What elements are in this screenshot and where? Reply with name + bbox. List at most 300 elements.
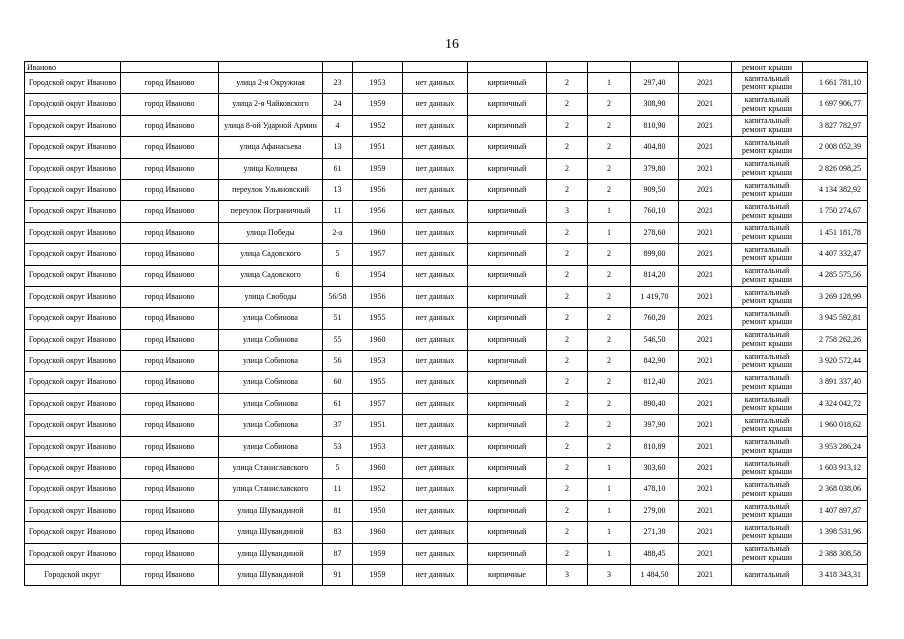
cell-cost: 1 603 913,12 xyxy=(803,458,868,479)
cell-entrances xyxy=(588,62,631,73)
cell-house: 2-а xyxy=(323,222,353,243)
cell-locality: город Иваново xyxy=(121,351,219,372)
cell-locality: город Иваново xyxy=(121,222,219,243)
cell-material: кирпичный xyxy=(468,436,547,457)
cell-plan-year: 2021 xyxy=(679,115,732,136)
cell-cost: 1 451 181,78 xyxy=(803,222,868,243)
cell-work: капитальный ремонт крыши xyxy=(732,393,803,414)
cell-street xyxy=(219,62,323,73)
cell-entrances: 2 xyxy=(588,415,631,436)
cell-street: улица Афанасьева xyxy=(219,137,323,158)
cell-house: 83 xyxy=(323,522,353,543)
cell-plan-year: 2021 xyxy=(679,137,732,158)
cell-year-built: 1956 xyxy=(353,286,403,307)
cell-area: 478,10 xyxy=(631,479,679,500)
cell-street: улица Собинова xyxy=(219,372,323,393)
cell-locality xyxy=(121,62,219,73)
cell-floors: 2 xyxy=(547,329,588,350)
cell-plan-year: 2021 xyxy=(679,308,732,329)
cell-area: 1 484,50 xyxy=(631,564,679,585)
cell-house: 81 xyxy=(323,500,353,521)
cell-work: капитальный ремонт крыши xyxy=(732,351,803,372)
cell-street: улица 2-я Окружная xyxy=(219,73,323,94)
cell-plan-year: 2021 xyxy=(679,500,732,521)
cell-house: 61 xyxy=(323,393,353,414)
cell-house: 5 xyxy=(323,244,353,265)
cell-floors: 2 xyxy=(547,351,588,372)
cell-year-built: 1960 xyxy=(353,222,403,243)
cell-plan-year: 2021 xyxy=(679,73,732,94)
cell-plan-year: 2021 xyxy=(679,393,732,414)
cell-material: кирпичный xyxy=(468,308,547,329)
cell-entrances: 2 xyxy=(588,265,631,286)
cell-reconstruction: нет данных xyxy=(403,158,468,179)
cell-reconstruction: нет данных xyxy=(403,479,468,500)
cell-plan-year: 2021 xyxy=(679,222,732,243)
cell-district: Городской округ Иваново xyxy=(25,458,121,479)
cell-plan-year: 2021 xyxy=(679,372,732,393)
table-row xyxy=(25,500,868,521)
cell-entrances: 3 xyxy=(588,564,631,585)
cell-material: кирпичный xyxy=(468,393,547,414)
cell-floors: 2 xyxy=(547,179,588,200)
table-row xyxy=(25,329,868,350)
cell-locality: город Иваново xyxy=(121,479,219,500)
cell-reconstruction: нет данных xyxy=(403,73,468,94)
cell-floors: 2 xyxy=(547,415,588,436)
cell-district: Городской округ Иваново xyxy=(25,94,121,115)
cell-house: 91 xyxy=(323,564,353,585)
table-row xyxy=(25,158,868,179)
cell-year-built: 1952 xyxy=(353,479,403,500)
cell-street: улица Собинова xyxy=(219,436,323,457)
table-row xyxy=(25,201,868,222)
cell-year-built: 1955 xyxy=(353,372,403,393)
cell-district: Городской округ Иваново xyxy=(25,137,121,158)
table-row xyxy=(25,479,868,500)
cell-plan-year: 2021 xyxy=(679,94,732,115)
cell-floors: 2 xyxy=(547,94,588,115)
cell-reconstruction: нет данных xyxy=(403,415,468,436)
cell-locality: город Иваново xyxy=(121,415,219,436)
cell-district: Городской округ Иваново xyxy=(25,115,121,136)
table-row xyxy=(25,179,868,200)
cell-district: Городской округ xyxy=(25,564,121,585)
cell-area: 1 419,70 xyxy=(631,286,679,307)
cell-year-built: 1956 xyxy=(353,179,403,200)
cell-plan-year: 2021 xyxy=(679,244,732,265)
cell-work: ремонт крыши xyxy=(732,62,803,73)
cell-district: Городской округ Иваново xyxy=(25,329,121,350)
cell-street: улица Победы xyxy=(219,222,323,243)
cell-reconstruction: нет данных xyxy=(403,265,468,286)
cell-cost: 3 891 337,40 xyxy=(803,372,868,393)
cell-area: 397,90 xyxy=(631,415,679,436)
cell-plan-year: 2021 xyxy=(679,351,732,372)
table-body xyxy=(25,62,868,586)
cell-locality: город Иваново xyxy=(121,115,219,136)
cell-district: Городской округ Иваново xyxy=(25,179,121,200)
cell-material: кирпичный xyxy=(468,73,547,94)
cell-area: 810,89 xyxy=(631,436,679,457)
cell-area: 379,80 xyxy=(631,158,679,179)
table-row xyxy=(25,372,868,393)
cell-reconstruction xyxy=(403,62,468,73)
cell-locality: город Иваново xyxy=(121,308,219,329)
cell-cost: 2 758 262,26 xyxy=(803,329,868,350)
cell-entrances: 2 xyxy=(588,94,631,115)
cell-street: улица 2-я Чайковского xyxy=(219,94,323,115)
cell-floors: 2 xyxy=(547,393,588,414)
cell-house: 53 xyxy=(323,436,353,457)
cell-locality: город Иваново xyxy=(121,179,219,200)
cell-house: 13 xyxy=(323,179,353,200)
cell-year-built: 1959 xyxy=(353,94,403,115)
cell-street: улица Свободы xyxy=(219,286,323,307)
cell-floors: 2 xyxy=(547,543,588,564)
cell-entrances: 2 xyxy=(588,308,631,329)
cell-floors: 2 xyxy=(547,222,588,243)
cell-cost: 3 269 128,99 xyxy=(803,286,868,307)
cell-material: кирпичный xyxy=(468,500,547,521)
cell-reconstruction: нет данных xyxy=(403,329,468,350)
cell-locality: город Иваново xyxy=(121,137,219,158)
cell-area xyxy=(631,62,679,73)
cell-area: 810,90 xyxy=(631,115,679,136)
cell-cost: 1 960 018,62 xyxy=(803,415,868,436)
cell-house: 5 xyxy=(323,458,353,479)
cell-cost: 4 407 332,47 xyxy=(803,244,868,265)
cell-area: 488,45 xyxy=(631,543,679,564)
cell-locality: город Иваново xyxy=(121,372,219,393)
cell-floors: 3 xyxy=(547,564,588,585)
cell-material: кирпичный xyxy=(468,458,547,479)
cell-street: улица Садовского xyxy=(219,265,323,286)
cell-entrances: 2 xyxy=(588,329,631,350)
cell-year-built: 1960 xyxy=(353,329,403,350)
cell-plan-year: 2021 xyxy=(679,543,732,564)
table-row xyxy=(25,222,868,243)
cell-reconstruction: нет данных xyxy=(403,222,468,243)
cell-plan-year: 2021 xyxy=(679,522,732,543)
cell-work: капитальный ремонт крыши xyxy=(732,158,803,179)
cell-year-built: 1959 xyxy=(353,543,403,564)
cell-area: 279,00 xyxy=(631,500,679,521)
cell-plan-year: 2021 xyxy=(679,158,732,179)
cell-plan-year: 2021 xyxy=(679,415,732,436)
cell-area: 760,20 xyxy=(631,308,679,329)
cell-district: Городской округ Иваново xyxy=(25,308,121,329)
cell-street: улица Шувандиной xyxy=(219,500,323,521)
cell-locality: город Иваново xyxy=(121,265,219,286)
cell-material: кирпичный xyxy=(468,222,547,243)
cell-material: кирпичный xyxy=(468,543,547,564)
cell-district: Городской округ Иваново xyxy=(25,543,121,564)
housing-repair-table xyxy=(24,61,868,586)
cell-house: 6 xyxy=(323,265,353,286)
cell-reconstruction: нет данных xyxy=(403,436,468,457)
cell-floors: 2 xyxy=(547,308,588,329)
cell-entrances: 2 xyxy=(588,244,631,265)
cell-reconstruction: нет данных xyxy=(403,179,468,200)
cell-material: кирпичный xyxy=(468,372,547,393)
cell-street: улица Шувандиной xyxy=(219,522,323,543)
cell-work: капитальный ремонт крыши xyxy=(732,73,803,94)
cell-entrances: 1 xyxy=(588,201,631,222)
cell-locality: город Иваново xyxy=(121,393,219,414)
cell-street: переулок Пограничный xyxy=(219,201,323,222)
cell-cost: 1 407 897,87 xyxy=(803,500,868,521)
cell-cost: 1 661 781,10 xyxy=(803,73,868,94)
cell-material: кирпичный xyxy=(468,265,547,286)
cell-work: капитальный ремонт крыши xyxy=(732,308,803,329)
cell-material: кирпичный xyxy=(468,158,547,179)
cell-cost: 2 008 052,39 xyxy=(803,137,868,158)
cell-district: Городской округ Иваново xyxy=(25,415,121,436)
cell-house: 23 xyxy=(323,73,353,94)
cell-area: 546,50 xyxy=(631,329,679,350)
cell-reconstruction: нет данных xyxy=(403,201,468,222)
cell-locality: город Иваново xyxy=(121,158,219,179)
cell-area: 278,60 xyxy=(631,222,679,243)
cell-street: улица 8-ой Ударной Армии xyxy=(219,115,323,136)
cell-reconstruction: нет данных xyxy=(403,286,468,307)
cell-locality: город Иваново xyxy=(121,436,219,457)
cell-year-built: 1952 xyxy=(353,115,403,136)
cell-material: кирпичный xyxy=(468,329,547,350)
cell-cost: 4 324 042,72 xyxy=(803,393,868,414)
cell-floors: 2 xyxy=(547,372,588,393)
cell-reconstruction: нет данных xyxy=(403,372,468,393)
cell-work: капитальный ремонт крыши xyxy=(732,201,803,222)
cell-cost: 1 398 531,96 xyxy=(803,522,868,543)
cell-locality: город Иваново xyxy=(121,244,219,265)
cell-house: 13 xyxy=(323,137,353,158)
cell-street: улица Станиславского xyxy=(219,479,323,500)
cell-house: 51 xyxy=(323,308,353,329)
cell-house: 56 xyxy=(323,351,353,372)
cell-cost: 3 418 343,31 xyxy=(803,564,868,585)
cell-material: кирпичный xyxy=(468,479,547,500)
cell-work: капитальный ремонт крыши xyxy=(732,179,803,200)
cell-street: улица Собинова xyxy=(219,308,323,329)
cell-material: кирпичный xyxy=(468,286,547,307)
cell-house: 56/58 xyxy=(323,286,353,307)
cell-area: 303,60 xyxy=(631,458,679,479)
cell-house: 11 xyxy=(323,201,353,222)
cell-work: капитальный ремонт крыши xyxy=(732,265,803,286)
cell-reconstruction: нет данных xyxy=(403,351,468,372)
cell-reconstruction: нет данных xyxy=(403,94,468,115)
cell-entrances: 2 xyxy=(588,158,631,179)
cell-work: капитальный ремонт крыши xyxy=(732,522,803,543)
table-row xyxy=(25,564,868,585)
cell-reconstruction: нет данных xyxy=(403,244,468,265)
cell-locality: город Иваново xyxy=(121,286,219,307)
cell-area: 271,30 xyxy=(631,522,679,543)
cell-locality: город Иваново xyxy=(121,94,219,115)
cell-work: капитальный ремонт крыши xyxy=(732,479,803,500)
table-row xyxy=(25,94,868,115)
cell-area: 812,40 xyxy=(631,372,679,393)
cell-entrances: 1 xyxy=(588,73,631,94)
cell-material: кирпичный xyxy=(468,201,547,222)
cell-cost: 4 134 382,92 xyxy=(803,179,868,200)
cell-year-built: 1951 xyxy=(353,415,403,436)
cell-house: 61 xyxy=(323,158,353,179)
table-row xyxy=(25,458,868,479)
cell-year-built: 1960 xyxy=(353,458,403,479)
cell-year-built: 1960 xyxy=(353,522,403,543)
cell-cost: 1 750 274,67 xyxy=(803,201,868,222)
cell-material xyxy=(468,62,547,73)
cell-cost: 3 945 592,81 xyxy=(803,308,868,329)
cell-locality: город Иваново xyxy=(121,329,219,350)
cell-street: улица Шувандиной xyxy=(219,543,323,564)
cell-material: кирпичный xyxy=(468,351,547,372)
cell-street: улица Шувандиной xyxy=(219,564,323,585)
cell-entrances: 2 xyxy=(588,115,631,136)
cell-area: 909,50 xyxy=(631,179,679,200)
cell-reconstruction: нет данных xyxy=(403,115,468,136)
cell-house xyxy=(323,62,353,73)
cell-reconstruction: нет данных xyxy=(403,458,468,479)
cell-street: улица Собинова xyxy=(219,329,323,350)
cell-floors: 2 xyxy=(547,137,588,158)
cell-area: 308,90 xyxy=(631,94,679,115)
table-row-continued xyxy=(25,62,868,73)
cell-district: Иваново xyxy=(25,62,121,73)
cell-locality: город Иваново xyxy=(121,458,219,479)
cell-street: улица Колицева xyxy=(219,158,323,179)
cell-locality: город Иваново xyxy=(121,564,219,585)
cell-year-built: 1953 xyxy=(353,436,403,457)
cell-work: капитальный xyxy=(732,564,803,585)
cell-area: 814,20 xyxy=(631,265,679,286)
cell-floors: 2 xyxy=(547,500,588,521)
cell-cost: 3 827 782,97 xyxy=(803,115,868,136)
table-row xyxy=(25,308,868,329)
cell-district: Городской округ Иваново xyxy=(25,436,121,457)
page-number: 16 xyxy=(445,37,459,52)
cell-entrances: 1 xyxy=(588,479,631,500)
cell-reconstruction: нет данных xyxy=(403,393,468,414)
cell-year-built: 1950 xyxy=(353,500,403,521)
cell-area: 760,10 xyxy=(631,201,679,222)
cell-entrances: 2 xyxy=(588,436,631,457)
cell-district: Городской округ Иваново xyxy=(25,286,121,307)
cell-district: Городской округ Иваново xyxy=(25,158,121,179)
cell-work: капитальный ремонт крыши xyxy=(732,458,803,479)
cell-entrances: 2 xyxy=(588,286,631,307)
cell-floors: 2 xyxy=(547,73,588,94)
cell-year-built: 1959 xyxy=(353,158,403,179)
cell-district: Городской округ Иваново xyxy=(25,393,121,414)
cell-work: капитальный ремонт крыши xyxy=(732,436,803,457)
cell-entrances: 2 xyxy=(588,393,631,414)
cell-year-built: 1957 xyxy=(353,244,403,265)
cell-cost: 2 388 308,58 xyxy=(803,543,868,564)
cell-material: кирпичный xyxy=(468,94,547,115)
cell-reconstruction: нет данных xyxy=(403,500,468,521)
cell-year-built: 1957 xyxy=(353,393,403,414)
cell-street: улица Собинова xyxy=(219,415,323,436)
cell-district: Городской округ Иваново xyxy=(25,201,121,222)
cell-floors: 2 xyxy=(547,436,588,457)
cell-work: капитальный ремонт крыши xyxy=(732,329,803,350)
cell-material: кирпичный xyxy=(468,137,547,158)
table-row xyxy=(25,115,868,136)
cell-district: Городской округ Иваново xyxy=(25,372,121,393)
cell-plan-year: 2021 xyxy=(679,201,732,222)
cell-year-built: 1953 xyxy=(353,351,403,372)
cell-work: капитальный ремонт крыши xyxy=(732,543,803,564)
cell-district: Городской округ Иваново xyxy=(25,265,121,286)
cell-work: капитальный ремонт крыши xyxy=(732,415,803,436)
cell-house: 4 xyxy=(323,115,353,136)
cell-locality: город Иваново xyxy=(121,522,219,543)
cell-district: Городской округ Иваново xyxy=(25,244,121,265)
cell-area: 842,90 xyxy=(631,351,679,372)
cell-floors: 2 xyxy=(547,244,588,265)
cell-floors: 3 xyxy=(547,201,588,222)
cell-year-built: 1956 xyxy=(353,201,403,222)
cell-work: капитальный ремонт крыши xyxy=(732,286,803,307)
cell-work: капитальный ремонт крыши xyxy=(732,222,803,243)
cell-locality: город Иваново xyxy=(121,73,219,94)
table-row xyxy=(25,436,868,457)
cell-house: 55 xyxy=(323,329,353,350)
cell-locality: город Иваново xyxy=(121,543,219,564)
cell-cost: 2 368 038,06 xyxy=(803,479,868,500)
cell-year-built xyxy=(353,62,403,73)
cell-floors xyxy=(547,62,588,73)
cell-house: 24 xyxy=(323,94,353,115)
cell-locality: город Иваново xyxy=(121,500,219,521)
cell-locality: город Иваново xyxy=(121,201,219,222)
table-row xyxy=(25,415,868,436)
cell-entrances: 1 xyxy=(588,458,631,479)
cell-year-built: 1951 xyxy=(353,137,403,158)
cell-cost: 3 953 286,24 xyxy=(803,436,868,457)
cell-district: Городской округ Иваново xyxy=(25,522,121,543)
cell-area: 297,40 xyxy=(631,73,679,94)
cell-year-built: 1954 xyxy=(353,265,403,286)
cell-material: кирпичный xyxy=(468,415,547,436)
cell-entrances: 1 xyxy=(588,543,631,564)
table-row xyxy=(25,265,868,286)
cell-plan-year: 2021 xyxy=(679,179,732,200)
table-row xyxy=(25,351,868,372)
cell-entrances: 2 xyxy=(588,179,631,200)
cell-street: улица Собинова xyxy=(219,393,323,414)
cell-work: капитальный ремонт крыши xyxy=(732,137,803,158)
cell-year-built: 1955 xyxy=(353,308,403,329)
cell-work: капитальный ремонт крыши xyxy=(732,115,803,136)
cell-house: 11 xyxy=(323,479,353,500)
cell-entrances: 1 xyxy=(588,500,631,521)
cell-work: капитальный ремонт крыши xyxy=(732,244,803,265)
cell-area: 404,80 xyxy=(631,137,679,158)
cell-district: Городской округ Иваново xyxy=(25,500,121,521)
cell-material: кирпичный xyxy=(468,179,547,200)
cell-year-built: 1959 xyxy=(353,564,403,585)
cell-year-built: 1953 xyxy=(353,73,403,94)
table-row xyxy=(25,137,868,158)
cell-floors: 2 xyxy=(547,158,588,179)
cell-entrances: 2 xyxy=(588,137,631,158)
cell-house: 87 xyxy=(323,543,353,564)
